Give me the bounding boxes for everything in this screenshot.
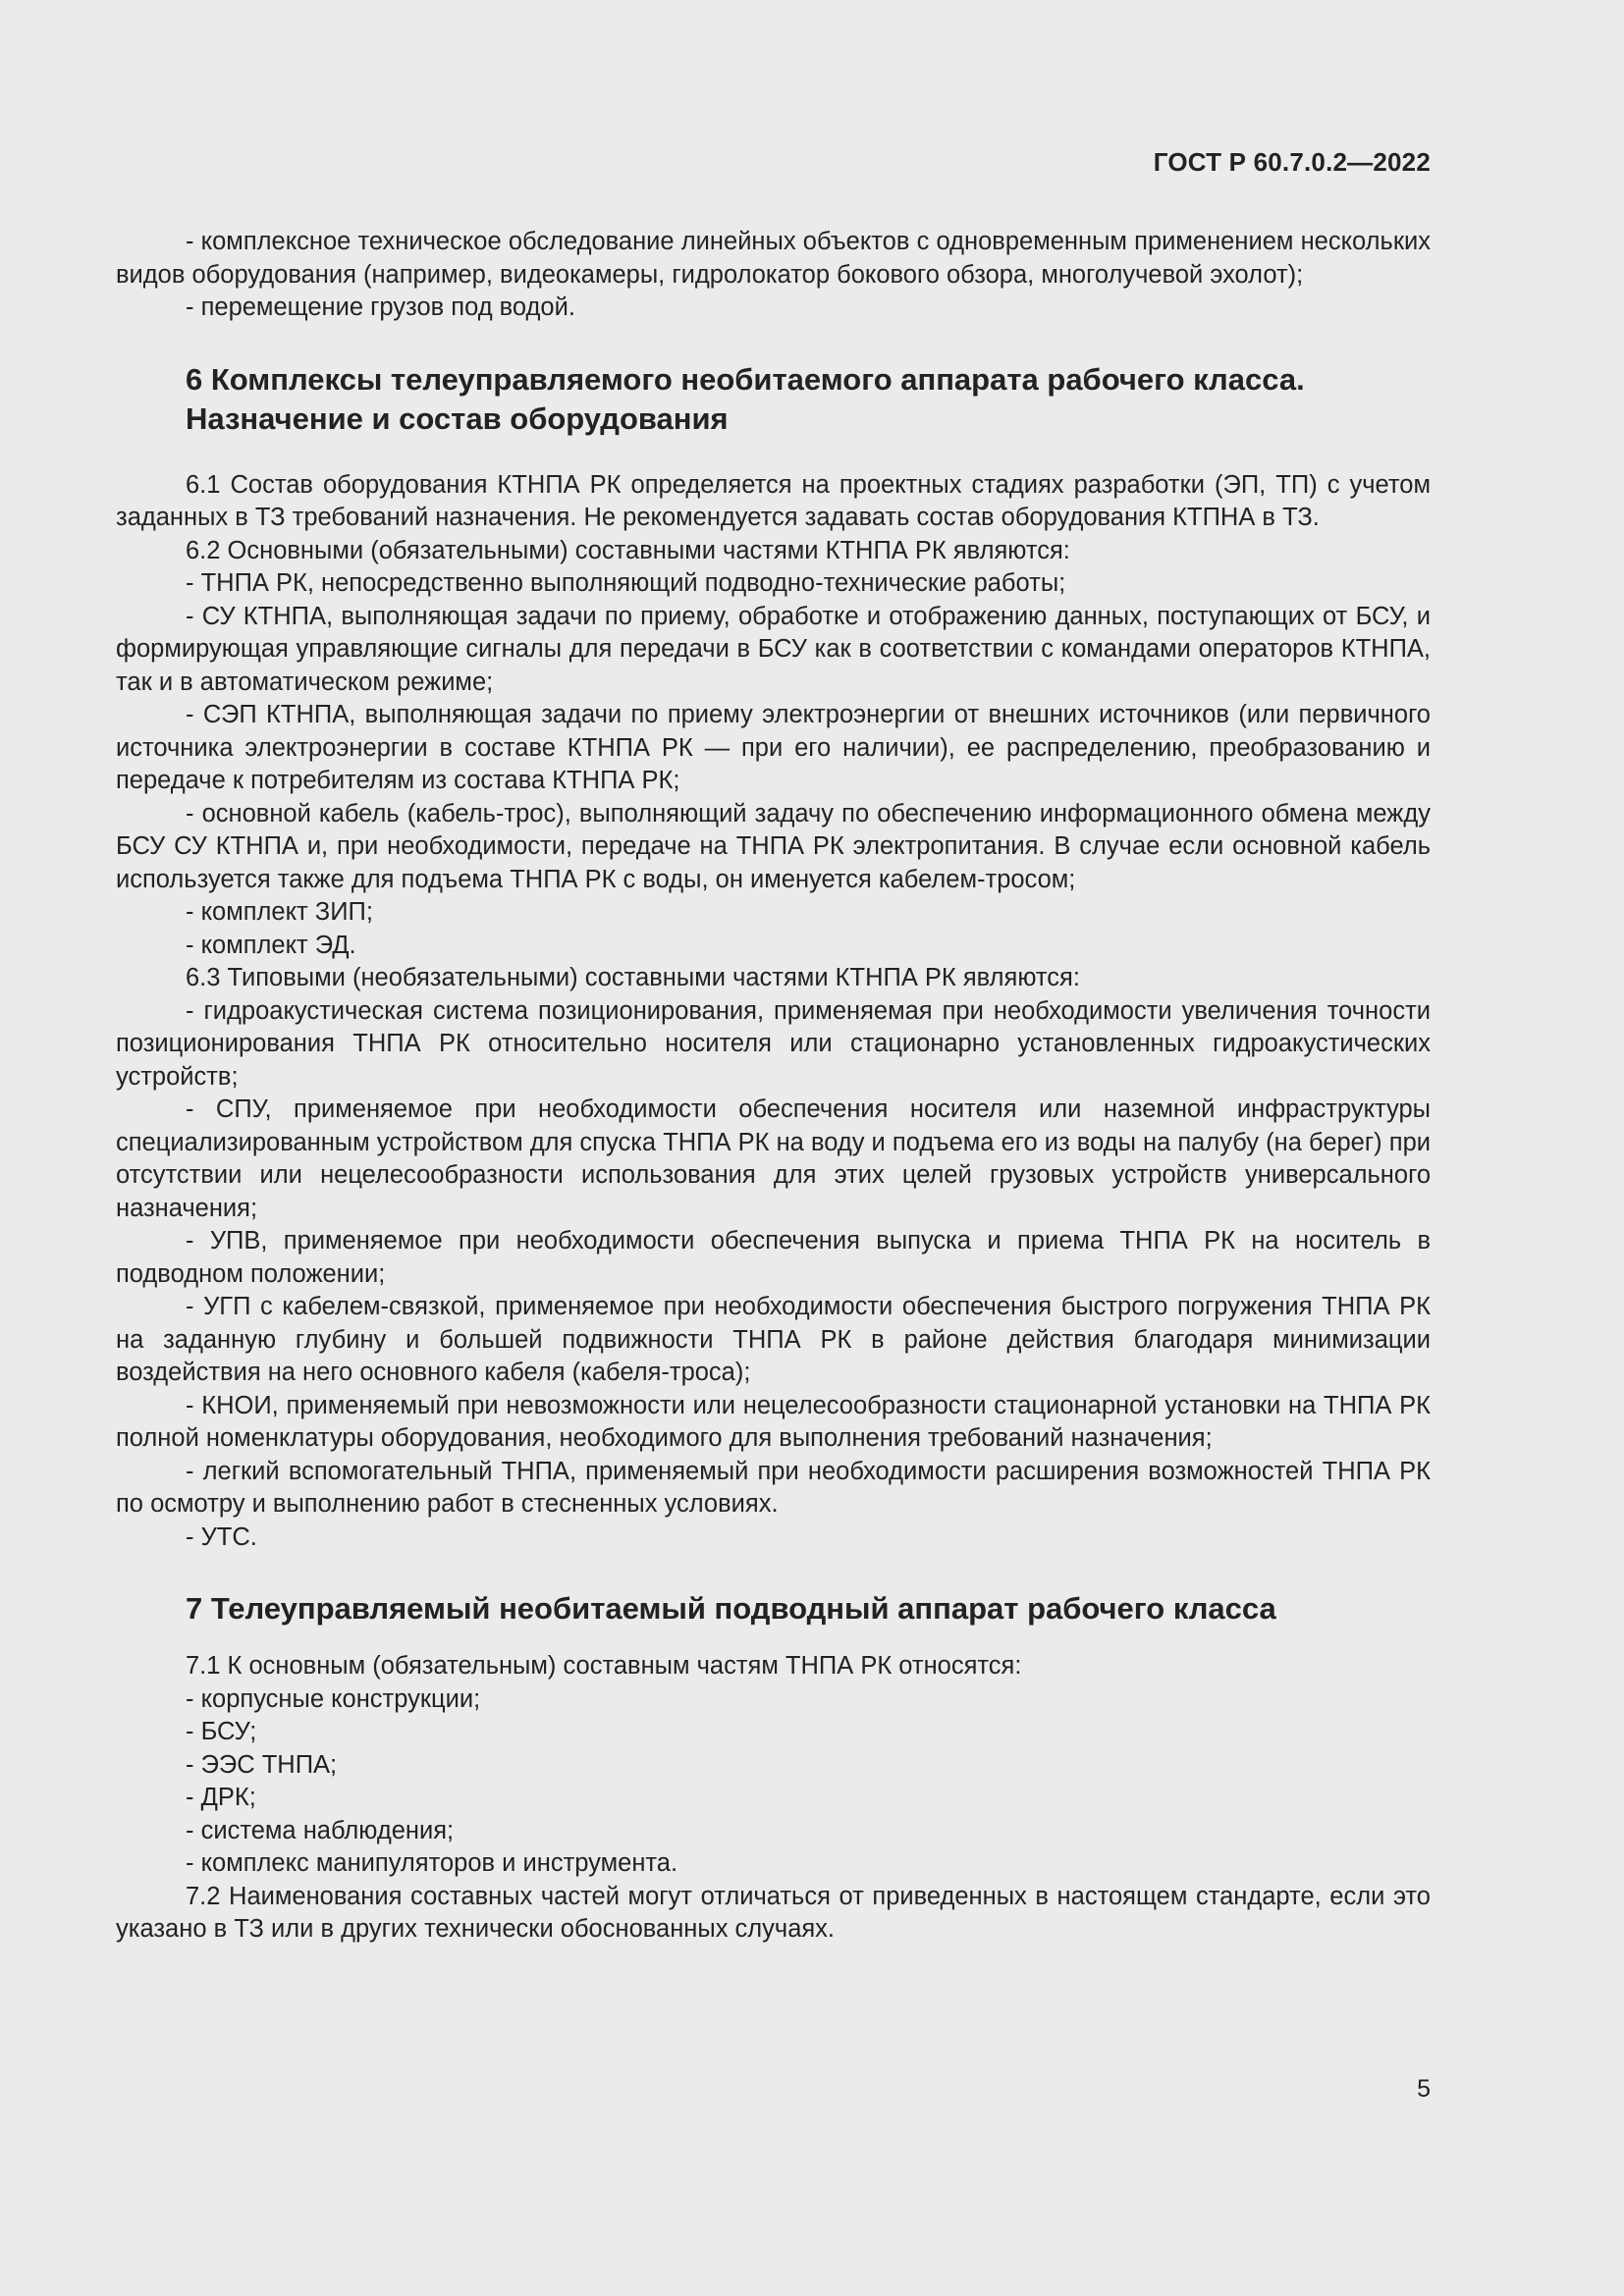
list-item: - система наблюдения; — [186, 1816, 455, 1844]
paragraph-6-1: 6.1 Состав оборудования КТНПА РК определяется на проектных стадиях разработки (ЭП, ТП) с учетом заданных в ТЗ требований назначения. Не рекомендуется задавать состав оборудования КТПНА в ТЗ. — [116, 470, 1431, 531]
list-item: - КНОИ, применяемый при невозможности или нецелесообразности стационарной установки на ТНПА РК полной номенклатуры оборудования, необходимого для выполнения требований назначения; — [116, 1391, 1431, 1452]
section-6-heading — [116, 360, 1431, 439]
list-item: - легкий вспомогательный ТНПА, применяемый при необходимости расширения возможностей ТНПА РК по осмотру и выполнению работ в стесненных условиях. — [116, 1457, 1431, 1518]
list-item: - основной кабель (кабель-трос), выполняющий задачу по обеспечению информационного обмена между БСУ СУ КТНПА и, при необходимости, передаче на ТНПА РК электропитания. В случае если основной кабель используется также для подъема ТНПА РК с воды, он именуется кабелем-тросом; — [116, 799, 1431, 893]
list-item: - комплекс манипуляторов и инструмента. — [186, 1849, 678, 1877]
section-6-heading-line1: 6 Комплексы телеуправляемого необитаемого аппарата рабочего класса. — [186, 361, 1305, 397]
list-item: - СПУ, применяемое при необходимости обеспечения носителя или наземной инфраструктуры специализированным устройством для спуска ТНПА РК на воду и подъема его из воды на палубу (на берег) при отсутствии или нецелесообразности использования для этих целей грузовых устройств универсального назначения; — [116, 1095, 1431, 1222]
list-item: - перемещение грузов под водой. — [186, 294, 575, 321]
list-item: - СУ КТНПА, выполняющая задачи по приему, обработке и отображению данных, поступающих от БСУ, и формирующая управляющие сигналы для передачи в БСУ как в соответствии с командами операторов КТНПА, так и в автоматическом режиме; — [116, 602, 1431, 696]
list-item: - корпусные конструкции; — [186, 1684, 481, 1713]
list-item: - УТС. — [186, 1522, 257, 1551]
document-code: ГОСТ Р 60.7.0.2—2022 — [1153, 147, 1431, 177]
page-number: 5 — [1417, 2075, 1431, 2103]
document-body — [116, 226, 1431, 1947]
list-item: - комплект ЗИП; — [186, 898, 373, 926]
section-6-heading-line2: Назначение и состав оборудования — [186, 400, 729, 436]
list-item: - комплект ЭД. — [186, 931, 356, 959]
list-item: - СЭП КТНПА, выполняющая задачи по приему электроэнергии от внешних источников (или первичного источника электроэнергии в составе КТНПА РК — при его наличии), ее распределению, преобразованию и передаче к потребителям из состава КТНПА РК; — [116, 701, 1431, 794]
paragraph-6-2: 6.2 Основными (обязательными) составными частями КТНПА РК являются: — [186, 536, 1070, 564]
list-item: - УПВ, применяемое при необходимости обеспечения выпуска и приема ТНПА РК на носитель в подводном положении; — [116, 1227, 1431, 1288]
list-item: - ДРК; — [186, 1784, 256, 1811]
list-item: - БСУ; — [186, 1718, 257, 1745]
list-item: - комплексное техническое обследование линейных объектов с одновременным применением нескольких видов оборудования (например, видеокамеры, гидролокатор бокового обзора, многолучевой эхолот); — [116, 228, 1431, 289]
section-7-heading: 7 Телеуправляемый необитаемый подводный аппарат рабочего класса — [186, 1591, 1276, 1626]
list-item: - ЭЭС ТНПА; — [186, 1750, 338, 1779]
list-item: - ТНПА РК, непосредственно выполняющий подводно-технические работы; — [186, 569, 1066, 597]
paragraph-6-3: 6.3 Типовыми (необязательными) составными частями КТНПА РК являются: — [186, 964, 1080, 991]
list-item: - УГП с кабелем-связкой, применяемое при необходимости обеспечения быстрого погружения ТНПА РК на заданную глубину и большей подвижности ТНПА РК в районе действия благодаря минимизации воздействия на него основного кабеля (кабеля-троса); — [116, 1293, 1431, 1386]
list-item: - гидроакустическая система позиционирования, применяемая при необходимости увеличения точности позиционирования ТНПА РК относительно носителя или стационарно установленных гидроакустических устройств; — [116, 996, 1431, 1091]
paragraph-7-1: 7.1 К основным (обязательным) составным частям ТНПА РК относятся: — [186, 1652, 1022, 1680]
paragraph-7-2: 7.2 Наименования составных частей могут отличаться от приведенных в настоящем стандарте, если это указано в ТЗ или в других технически обоснованных случаях. — [116, 1882, 1431, 1943]
